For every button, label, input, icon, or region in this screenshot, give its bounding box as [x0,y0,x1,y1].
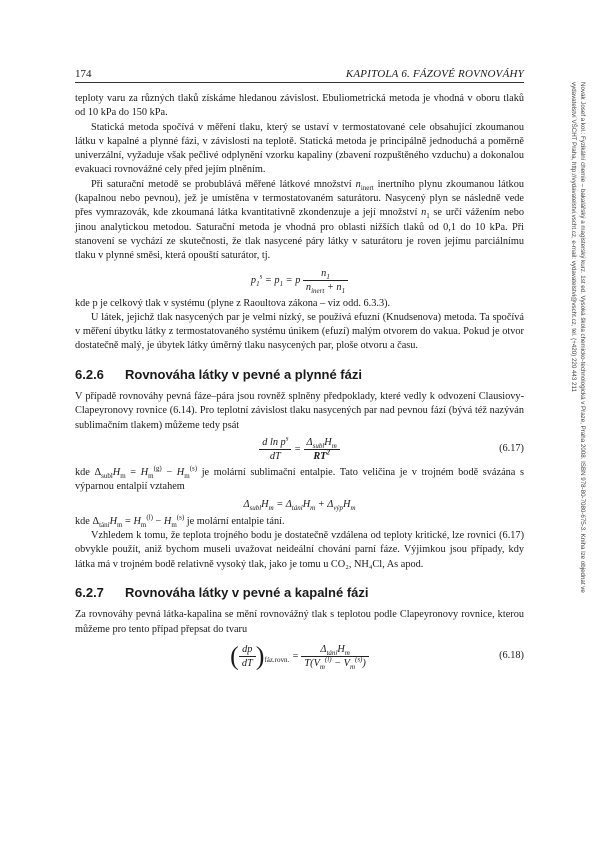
paragraph: Statická metoda spočívá v měření tlaku, který se ustaví v termostatované cele obsahující zkoumanou látku v kapalné a plynné fázi, v závislosti na teplotě. Statická metoda je principálně jednoduchá a poměrně univerzální, vyžaduje však pečlivé odplynění vzorku kapaliny (zbavení rozpuštěného vzduchu) a dokonalou evakuaci rovnovážné cely před jejím plněním. [75,121,524,176]
equation-6-18: ( $\frac{dp}{dT}$ )$_{fáz.rovn.}$ = $\frac{\Delta_{tání}H_m}{T(V_m^{(l)} - V_m^{(s)})}$ (6.18) [230,641,524,671]
equation-saturation: $p_1^s = p_1 = p$ $\frac{n_1}{n_{inert} + n_1}$ [75,267,524,294]
running-header [75,68,524,83]
equation-6-17: $\frac{d \ln p^s}{dT}$ = $\frac{\Delta_{subl}H_m}{RT^2}$ (6.17) [75,436,524,463]
chapter-title: KAPITOLA 6. FÁZOVÉ ROVNOVÁHY [345,68,524,80]
paragraph: U látek, jejichž tlak nasycených par je velmi nízký, se používá efuzní (Knudsenova) metoda. Ta spočívá v měření úbytku látky z termostatovaného systému únikem (efuzí) malým otvorem do vakua. Pokud je otvor dostatečně malý, je úbytek látky úměrný tlaku nasycených par, ploše otvoru a času. [75,311,524,352]
page-number: 174 [75,68,92,80]
equation-triple-point: $\Delta_{subl}H_m = \Delta_{tání}H_m + \Delta_{výp}H_m$ [243,498,356,512]
section-heading: 6.2.6 Rovnováha látky v pevné a plynné fázi [75,366,362,382]
paragraph: teploty varu za různých tlaků získáme hledanou závislost. Ebuliometrická metoda je vhodná v oboru tlaků od 10 kPa do 150 kPa. [75,93,524,119]
page-body [75,92,524,673]
equation-number: (6.17) [499,443,524,455]
paragraph: kde p je celkový tlak v systému (plyne z Raoultova zákona – viz odd. 6.3.3). [75,297,391,309]
paragraph: Za rovnováhy pevná látka-kapalina se mění rovnovážný tlak s teplotou podle Clapeyronovy rovnice, kterou můžeme pro tento případ přepsat do tvaru [75,609,524,635]
equation-number: (6.18) [499,650,524,662]
paragraph: V případě rovnováhy pevná fáze–pára jsou rovněž splněny předpoklady, které vedly k odvození Clausiovy-Clapeyronovy rovnice (6.14). Pro teplotní závislost tlaku nasycených par nad pevnou fází (bývá též nazýván sublimačním tlakem) můžeme tedy psát [75,391,524,431]
paragraph: Při saturační metodě se probublává měřené látkové množství $n_{inert}$ inertního plynu zkoumanou látkou (kapalnou nebo pevnou), jež je umístěna v termostatovaném saturátoru. Nasycený plyn se následně vede přes vymrazovák, kde zkoumaná látka kvantitativně zkondenzuje a její množství $n_1$ se určí vážením nebo jinou analytickou metodou. Saturační metoda je vhodná pro oblasti nižších tlaků od 0,1 do 10 kPa. Při stanovení se vychází ze skutečnosti, že tlak nasycené páry látky v saturátoru je roven jejímu parciálnímu tlaku v plynné směsi, která opouští saturátor, tj. [75,178,524,262]
paragraph: Vzhledem k tomu, že teplota trojného bodu je dostatečně vzdálena od teploty kritické, lze rovnici (6.17) obvykle použít, aniž bychom museli uvažovat neideální chování parní fáze. Výjimkou jsou případy, kdy látka má v trojném bodě relativně vysoký tlak, jako je tomu u CO₂, NH₄Cl, As apod. [75,530,524,570]
paragraph: kde $\Delta_{tání}H_m = H_m^{(l)} - H_m^{(s)}$ je molární entalpie tání. [75,513,285,529]
paragraph: kde $\Delta_{subl}H_m = H_m^{(g)} - H_m^{(s)}$ je molární sublimační entalpie. Tato veličina je v trojném bodě svázána s výparnou entalpií vztahem [75,464,524,493]
side-copyright-note: Novák Josef a kol.: Fyzikální chemie – bakalářský a magisterský kurz. 1st ed. Vysoká škola chemicko-technologická v Praze, Praha 2008. ISBN 978-80-7080-675-3. Kniha lze objednat ve vydavatelství VŠCHT Praha, http://vydavatelstvi.vscht.cz, e-mail: vydavatelstvi@vscht.cz, tel. (+420) 220 443 211 [570,82,586,593]
section-heading: 6.2.7 Rovnováha látky v pevné a kapalné fázi [75,585,369,601]
